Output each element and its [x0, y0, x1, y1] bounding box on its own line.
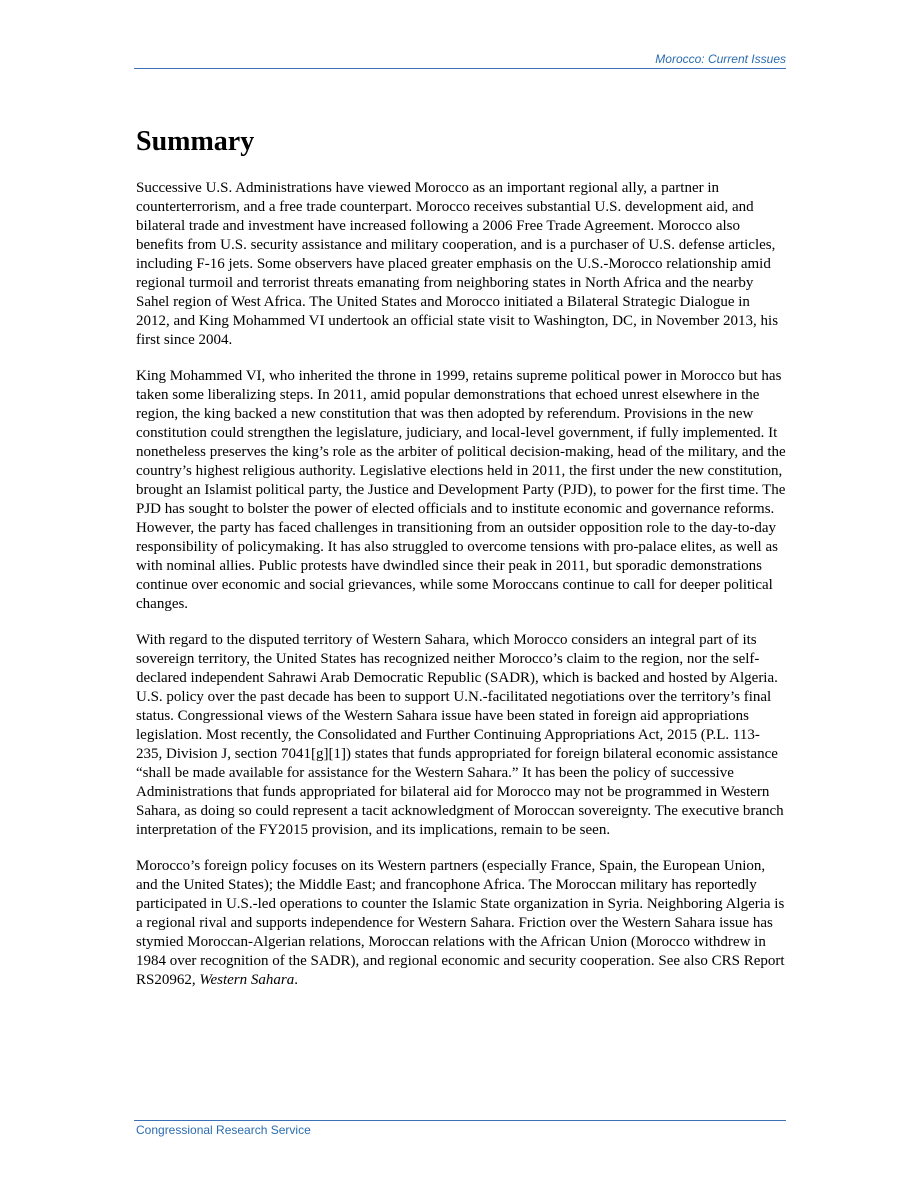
report-title-reference: Western Sahara [199, 972, 295, 988]
summary-paragraph-4 [136, 857, 786, 990]
document-body [136, 124, 786, 1007]
summary-paragraph-2: King Mohammed VI, who inherited the throne in 1999, retains supreme political power in Morocco but has taken some liberalizing steps. In 2011, amid popular demonstrations that echoed unrest elsewhere in the region, the king backed a new constitution that was then adopted by referendum. Provisions in the new constitution could strengthen the legislature, judiciary, and local-level government, if fully implemented. It nonetheless preserves the king’s role as the arbiter of political decision-making, head of the military, and the country’s highest religious authority. Legislative elections held in 2011, the first under the new constitution, brought an Islamist political party, the Justice and Development Party (PJD), to power for the first time. The PJD has sought to bolster the power of elected officials and to institute economic and governance reforms. However, the party has faced challenges in transitioning from an outsider opposition role to the day-to-day responsibility of policymaking. It has also struggled to overcome tensions with pro-palace elites, as well as with nominal allies. Public protests have dwindled since their peak in 2011, but sporadic demonstrations continue over economic and social grievances, while some Moroccans continue to call for deeper political changes. [136, 368, 786, 612]
header-rule [134, 68, 786, 69]
summary-paragraph-3: With regard to the disputed territory of Western Sahara, which Morocco considers an integral part of its sovereign territory, the United States has recognized neither Morocco’s claim to the region, nor the self-declared independent Sahrawi Arab Democratic Republic (SADR), which is backed and hosted by Algeria. U.S. policy over the past decade has been to support U.N.-facilitated negotiations over the territory’s final status. Congressional views of the Western Sahara issue have been stated in foreign aid appropriations legislation. Most recently, the Consolidated and Further Continuing Appropriations Act, 2015 (P.L. 113-235, Division J, section 7041[g][1]) states that funds appropriated for foreign bilateral economic assistance “shall be made available for assistance for the Western Sahara.” It has been the policy of successive Administrations that funds appropriated for bilateral aid for Morocco may not be programmed in Western Sahara, as doing so could represent a tacit acknowledgment of Moroccan sovereignty. The executive branch interpretation of the FY2015 provision, and its implications, remain to be seen. [136, 632, 784, 838]
summary-paragraph-4-end: . [294, 972, 298, 988]
running-header-title: Morocco: Current Issues [655, 52, 786, 66]
page-title: Summary [136, 126, 255, 157]
summary-paragraph-4-text: Morocco’s foreign policy focuses on its Western partners (especially France, Spain, the European Union, and the United States); the Middle East; and francophone Africa. The Moroccan military has reportedly participated in U.S.-led operations to counter the Islamic State organization in Syria. Neighboring Algeria is a regional rival and supports independence for Western Sahara. Friction over the Western Sahara issue has stymied Moroccan-Algerian relations, Moroccan relations with the African Union (Morocco withdrew in 1984 over recognition of the SADR), and regional economic and security cooperation. See also CRS Report RS20962, [136, 858, 785, 988]
footer-publisher: Congressional Research Service [136, 1123, 311, 1137]
footer-rule [134, 1120, 786, 1121]
summary-paragraph-1: Successive U.S. Administrations have viewed Morocco as an important regional ally, a partner in counterterrorism, and a free trade counterpart. Morocco receives substantial U.S. development aid, and bilateral trade and investment have increased following a 2006 Free Trade Agreement. Morocco also benefits from U.S. security assistance and military cooperation, and is a purchaser of U.S. defense articles, including F-16 jets. Some observers have placed greater emphasis on the U.S.-Morocco relationship amid regional turmoil and terrorist threats emanating from neighboring states in North Africa and the nearby Sahel region of West Africa. The United States and Morocco initiated a Bilateral Strategic Dialogue in 2012, and King Mohammed VI undertook an official state visit to Washington, DC, in November 2013, his first since 2004. [136, 180, 779, 348]
